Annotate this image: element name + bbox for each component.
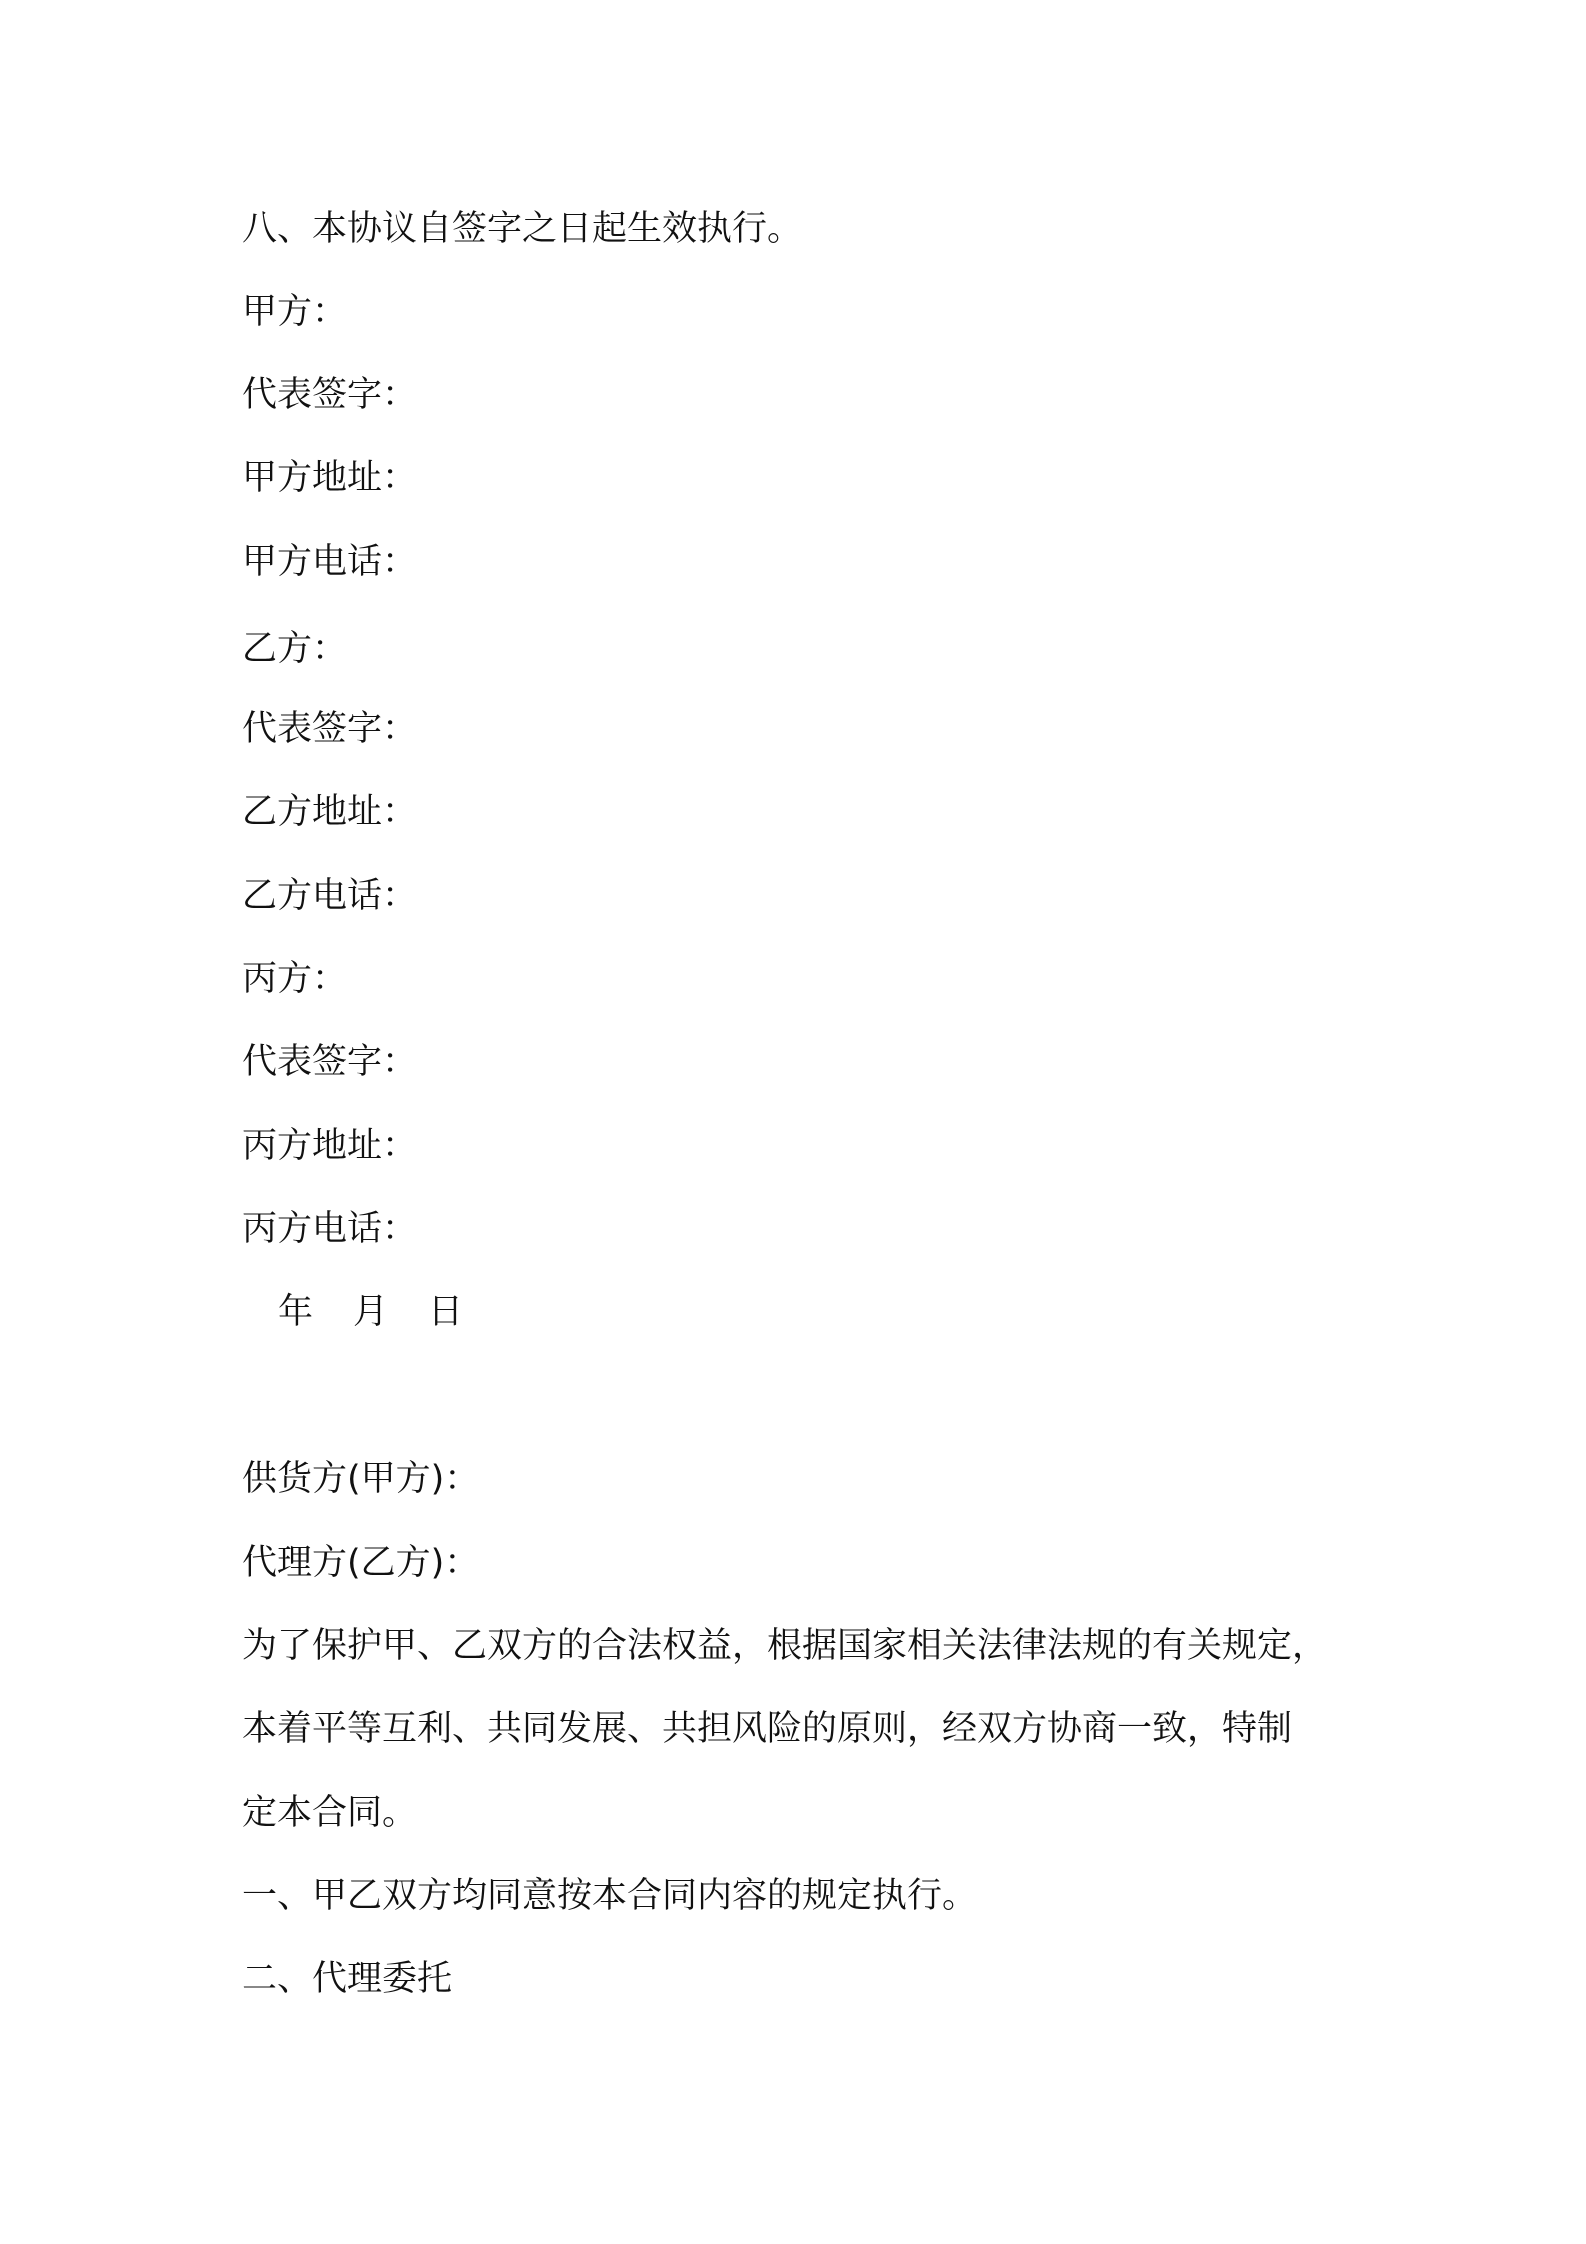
party-a-phone: 甲方电话：	[242, 542, 418, 582]
date-day: 日	[428, 1292, 464, 1332]
party-a-label: 甲方：	[242, 292, 348, 332]
date-line	[278, 1290, 463, 1334]
clause-8: 八、本协议自签字之日起生效执行。	[242, 209, 803, 249]
date-month: 月	[353, 1292, 389, 1332]
party-c-rep-signature: 代表签字：	[242, 1042, 418, 1082]
clause-2-heading: 二、代理委托	[242, 1959, 453, 1999]
party-c-label: 丙方：	[242, 959, 348, 999]
agent-party-b: 代理方(乙方)：	[242, 1543, 480, 1583]
preamble-line-1: 为了保护甲、乙双方的合法权益，根据国家相关法律法规的有关规定，	[242, 1626, 1328, 1666]
clause-1: 一、甲乙双方均同意按本合同内容的规定执行。	[242, 1876, 978, 1916]
party-c-address: 丙方地址：	[242, 1126, 418, 1166]
party-b-rep-signature: 代表签字：	[242, 709, 418, 749]
party-b-address: 乙方地址：	[242, 792, 418, 832]
party-c-phone: 丙方电话：	[242, 1209, 418, 1249]
preamble-line-2: 本着平等互利、共同发展、共担风险的原则，经双方协商一致，特制	[242, 1709, 1293, 1749]
preamble-line-3: 定本合同。	[242, 1793, 418, 1833]
party-b-phone: 乙方电话：	[242, 876, 418, 916]
party-a-rep-signature: 代表签字：	[242, 375, 418, 415]
party-b-label: 乙方：	[242, 629, 348, 669]
party-a-address: 甲方地址：	[242, 458, 418, 498]
supplier-party-a: 供货方(甲方)：	[242, 1459, 480, 1499]
date-year: 年	[278, 1292, 314, 1332]
